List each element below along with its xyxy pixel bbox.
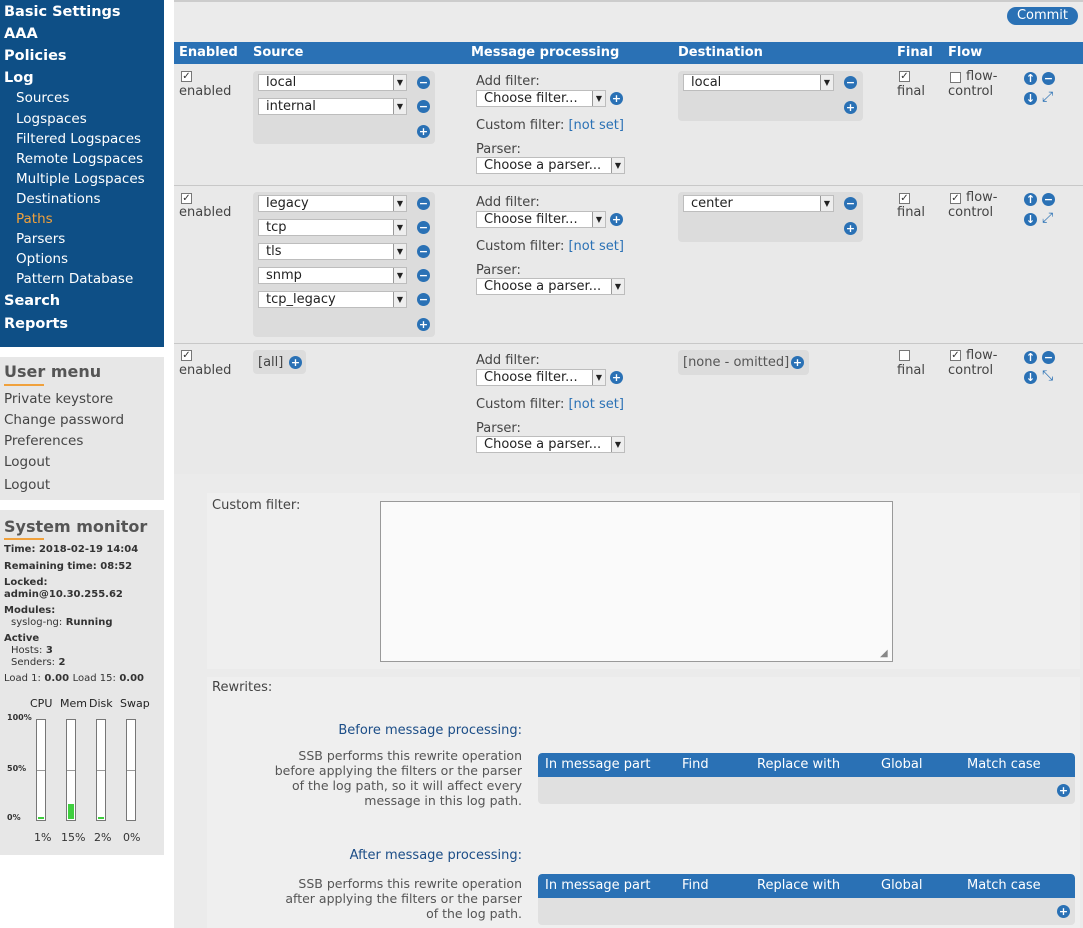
final-checkbox[interactable]: ✓ [900,71,909,82]
custom-filter-label: Custom filter: [not set] [476,397,624,412]
col-find: Find [682,878,709,893]
private-keystore-link[interactable]: Private keystore [4,391,114,407]
remove-destination-icon[interactable]: − [845,197,856,210]
source-select[interactable]: tcp ▼ [258,219,407,236]
swap-bar-label: Swap [120,697,150,710]
final-label: final [897,84,926,99]
parser-label: Parser: [476,263,521,278]
remove-source-icon[interactable]: − [418,197,429,210]
sm-time: Time: 2018-02-19 14:04 [4,544,139,555]
chevron-down-icon: ▼ [611,279,624,294]
disk-bar-fill [98,817,104,819]
mem-bar-label: Mem [60,697,87,710]
cpu-bar [36,719,46,821]
system-monitor-title-underline [4,538,44,540]
before-processing-desc: SSB performs this rewrite operation before applying the filters or the parser of the log path, so it will affect every message in this log path. [274,748,522,808]
custom-filter-textarea[interactable] [380,501,893,662]
move-up-icon[interactable]: ↑ [1025,351,1036,364]
chevron-down-icon: ▼ [592,370,605,385]
enabled-checkbox[interactable]: ✓ [182,350,191,361]
col-global: Global [881,878,923,893]
path-row [174,344,1083,474]
user-menu [0,357,164,500]
disk-pct: 2% [94,831,112,844]
nav-log-multiple-logspaces[interactable]: Multiple Logspaces [16,171,145,187]
remove-source-icon[interactable]: − [418,221,429,234]
expand-icon[interactable]: ⤢ [1042,89,1054,105]
col-destination: Destination [678,45,763,60]
mem-bar [66,719,76,821]
source-select[interactable]: tcp_legacy ▼ [258,291,407,308]
expand-icon[interactable]: ⤢ [1042,210,1054,226]
move-up-icon[interactable]: ↑ [1025,72,1036,85]
remove-source-icon[interactable]: − [418,76,429,89]
collapse-icon[interactable]: ⤡ [1042,368,1054,384]
flow-control-checkbox[interactable] [950,72,961,83]
enabled-checkbox[interactable]: ✓ [182,71,191,82]
disk-bar [96,719,106,821]
col-message-processing: Message processing [471,45,620,60]
nav-log-filtered-logspaces[interactable]: Filtered Logspaces [16,131,142,147]
logout-link-2[interactable]: Logout [4,477,51,493]
chevron-down-icon: ▼ [393,75,406,90]
flow-control-checkbox[interactable]: ✓ [951,350,960,361]
system-monitor-title: System monitor [4,517,148,536]
custom-filter-label: Custom filter: [not set] [476,239,624,254]
source-select[interactable]: tls ▼ [258,243,407,260]
filter-select[interactable]: Choose filter... ▼ [476,90,606,107]
sm-active-label: Active [4,633,40,644]
commit-bar [174,0,1083,30]
nav-aaa[interactable]: AAA [4,26,38,42]
custom-filter-editor-label: Custom filter: [212,498,301,513]
remove-path-icon[interactable]: − [1043,193,1054,206]
col-find: Find [682,757,709,772]
parser-select[interactable]: Choose a parser... ▼ [476,157,625,174]
disk-bar-label: Disk [89,697,113,710]
flow-control-label-1: flow- [966,69,998,84]
custom-filter-link[interactable]: [not set] [568,239,624,254]
destination-none-label: [none - omitted] [683,355,790,370]
move-up-icon[interactable]: ↑ [1025,193,1036,206]
sm-locked-label: Locked: [4,577,48,588]
add-source-icon[interactable]: + [418,318,429,331]
cpu-bar-label: CPU [30,697,53,710]
filter-select[interactable]: Choose filter... ▼ [476,211,606,228]
destination-select[interactable]: local ▼ [683,74,834,91]
add-filter-icon[interactable]: + [611,92,622,105]
after-rewrites-header [538,874,1075,898]
flow-control-label-2: control [948,363,994,378]
nav-log-destinations[interactable]: Destinations [16,191,101,207]
sm-hosts: Hosts: 3 [11,645,53,656]
add-filter-icon[interactable]: + [611,213,622,226]
chevron-down-icon: ▼ [393,99,406,114]
nav-log-options[interactable]: Options [16,251,69,267]
after-rewrites-table [538,874,1075,925]
sm-load: Load 1: 0.00 Load 15: 0.00 [4,673,144,684]
destination-select[interactable]: center ▼ [683,195,834,212]
chevron-down-icon: ▼ [393,292,406,307]
swap-pct: 0% [123,831,141,844]
mem-bar-fill [68,804,74,819]
main-navigation [0,0,164,347]
add-rewrite-icon[interactable]: + [1058,784,1069,797]
source-panel [253,192,435,337]
axis-0: 0% [7,813,21,822]
flow-control-label-1: flow- [966,190,998,205]
move-down-icon[interactable]: ↓ [1025,92,1036,105]
after-processing-title: After message processing: [349,848,522,863]
add-destination-icon[interactable]: + [792,356,803,369]
user-menu-title: User menu [4,362,102,381]
custom-filter-label: Custom filter: [not set] [476,118,624,133]
before-rewrites-table [538,753,1075,804]
chevron-down-icon: ▼ [820,75,833,90]
final-checkbox[interactable] [899,350,910,361]
remove-source-icon[interactable]: − [418,245,429,258]
resize-handle-icon[interactable]: ◢ [880,648,888,659]
mem-pct: 15% [61,831,86,844]
add-filter-label: Add filter: [476,353,540,368]
rewrites-label: Rewrites: [212,680,273,695]
nav-log[interactable]: Log [4,70,34,86]
change-password-link[interactable]: Change password [4,412,125,428]
cpu-pct: 1% [34,831,52,844]
parser-label: Parser: [476,421,521,436]
add-filter-icon[interactable]: + [611,371,622,384]
col-in-message-part: In message part [545,757,651,772]
final-label: final [897,363,926,378]
parser-select[interactable]: Choose a parser... ▼ [476,436,625,453]
chevron-down-icon: ▼ [611,437,624,452]
source-select[interactable]: internal ▼ [258,98,407,115]
flow-control-label-2: control [948,205,994,220]
chevron-down-icon: ▼ [611,158,624,173]
before-rewrites-header [538,753,1075,777]
commit-button[interactable]: Commit [1007,7,1078,25]
enabled-label: enabled [179,363,232,378]
nav-basic-settings[interactable]: Basic Settings [4,4,121,20]
col-replace-with: Replace with [757,878,841,893]
chevron-down-icon: ▼ [393,268,406,283]
remove-path-icon[interactable]: − [1043,72,1054,85]
source-all-label: [all] [258,355,284,370]
cpu-bar-fill [38,817,44,819]
enabled-label: enabled [179,205,232,220]
nav-policies[interactable]: Policies [4,48,67,64]
nav-search[interactable]: Search [4,293,61,309]
parser-label: Parser: [476,142,521,157]
remove-path-icon[interactable]: − [1043,351,1054,364]
custom-filter-link[interactable]: [not set] [568,397,624,412]
preferences-link[interactable]: Preferences [4,433,84,449]
final-checkbox[interactable]: ✓ [900,193,909,204]
nav-log-parsers[interactable]: Parsers [16,231,66,247]
flow-control-label-2: control [948,84,994,99]
axis-100: 100% [7,713,32,722]
add-source-icon[interactable]: + [418,125,429,138]
add-filter-label: Add filter: [476,195,540,210]
logout-link[interactable]: Logout [4,454,51,470]
col-match-case: Match case [967,878,1041,893]
chevron-down-icon: ▼ [592,212,605,227]
source-select[interactable]: legacy ▼ [258,195,407,212]
remove-destination-icon[interactable]: − [845,76,856,89]
sm-locked-value: admin@10.30.255.62 [4,589,123,600]
add-destination-icon[interactable]: + [845,222,856,235]
nav-reports[interactable]: Reports [4,316,69,332]
source-select[interactable]: local ▼ [258,74,407,91]
add-filter-label: Add filter: [476,74,540,89]
remove-source-icon[interactable]: − [418,100,429,113]
parser-select[interactable]: Choose a parser... ▼ [476,278,625,295]
source-select[interactable]: snmp ▼ [258,267,407,284]
nav-log-remote-logspaces[interactable]: Remote Logspaces [16,151,144,167]
after-processing-desc: SSB performs this rewrite operation after applying the filters or the parser of the log path. [285,876,522,921]
nav-log-sources[interactable]: Sources [16,90,70,106]
nav-log-logspaces[interactable]: Logspaces [16,111,87,127]
chevron-down-icon: ▼ [393,220,406,235]
enabled-label: enabled [179,84,232,99]
flow-control-checkbox[interactable]: ✓ [951,193,960,204]
col-in-message-part: In message part [545,878,651,893]
before-processing-title: Before message processing: [338,723,522,738]
col-source: Source [253,45,304,60]
chevron-down-icon: ▼ [393,244,406,259]
col-flow: Flow [948,45,983,60]
nav-log-paths[interactable]: Paths [16,211,53,227]
chevron-down-icon: ▼ [592,91,605,106]
move-down-icon[interactable]: ↓ [1025,371,1036,384]
sm-modules-label: Modules: [4,605,56,616]
col-global: Global [881,757,923,772]
sm-module-syslog-ng: syslog-ng: Running [11,617,113,628]
sm-senders: Senders: 2 [11,657,66,668]
sm-remaining-time: Remaining time: 08:52 [4,561,133,572]
nav-log-pattern-database[interactable]: Pattern Database [16,271,134,287]
add-destination-icon[interactable]: + [845,101,856,114]
move-down-icon[interactable]: ↓ [1025,213,1036,226]
enabled-checkbox[interactable]: ✓ [182,193,191,204]
col-replace-with: Replace with [757,757,841,772]
custom-filter-link[interactable]: [not set] [568,118,624,133]
chevron-down-icon: ▼ [393,196,406,211]
chevron-down-icon: ▼ [820,196,833,211]
add-source-icon[interactable]: + [290,356,301,369]
axis-50: 50% [7,764,27,773]
flow-control-label-1: flow- [966,348,998,363]
paths-table-header [174,42,1083,64]
col-final: Final [897,45,933,60]
col-match-case: Match case [967,757,1041,772]
swap-bar [126,719,136,821]
system-monitor [0,510,164,855]
user-menu-title-underline [4,384,44,386]
remove-source-icon[interactable]: − [418,269,429,282]
add-rewrite-icon[interactable]: + [1058,905,1069,918]
filter-select[interactable]: Choose filter... ▼ [476,369,606,386]
remove-source-icon[interactable]: − [418,293,429,306]
final-label: final [897,205,926,220]
col-enabled: Enabled [179,45,238,60]
